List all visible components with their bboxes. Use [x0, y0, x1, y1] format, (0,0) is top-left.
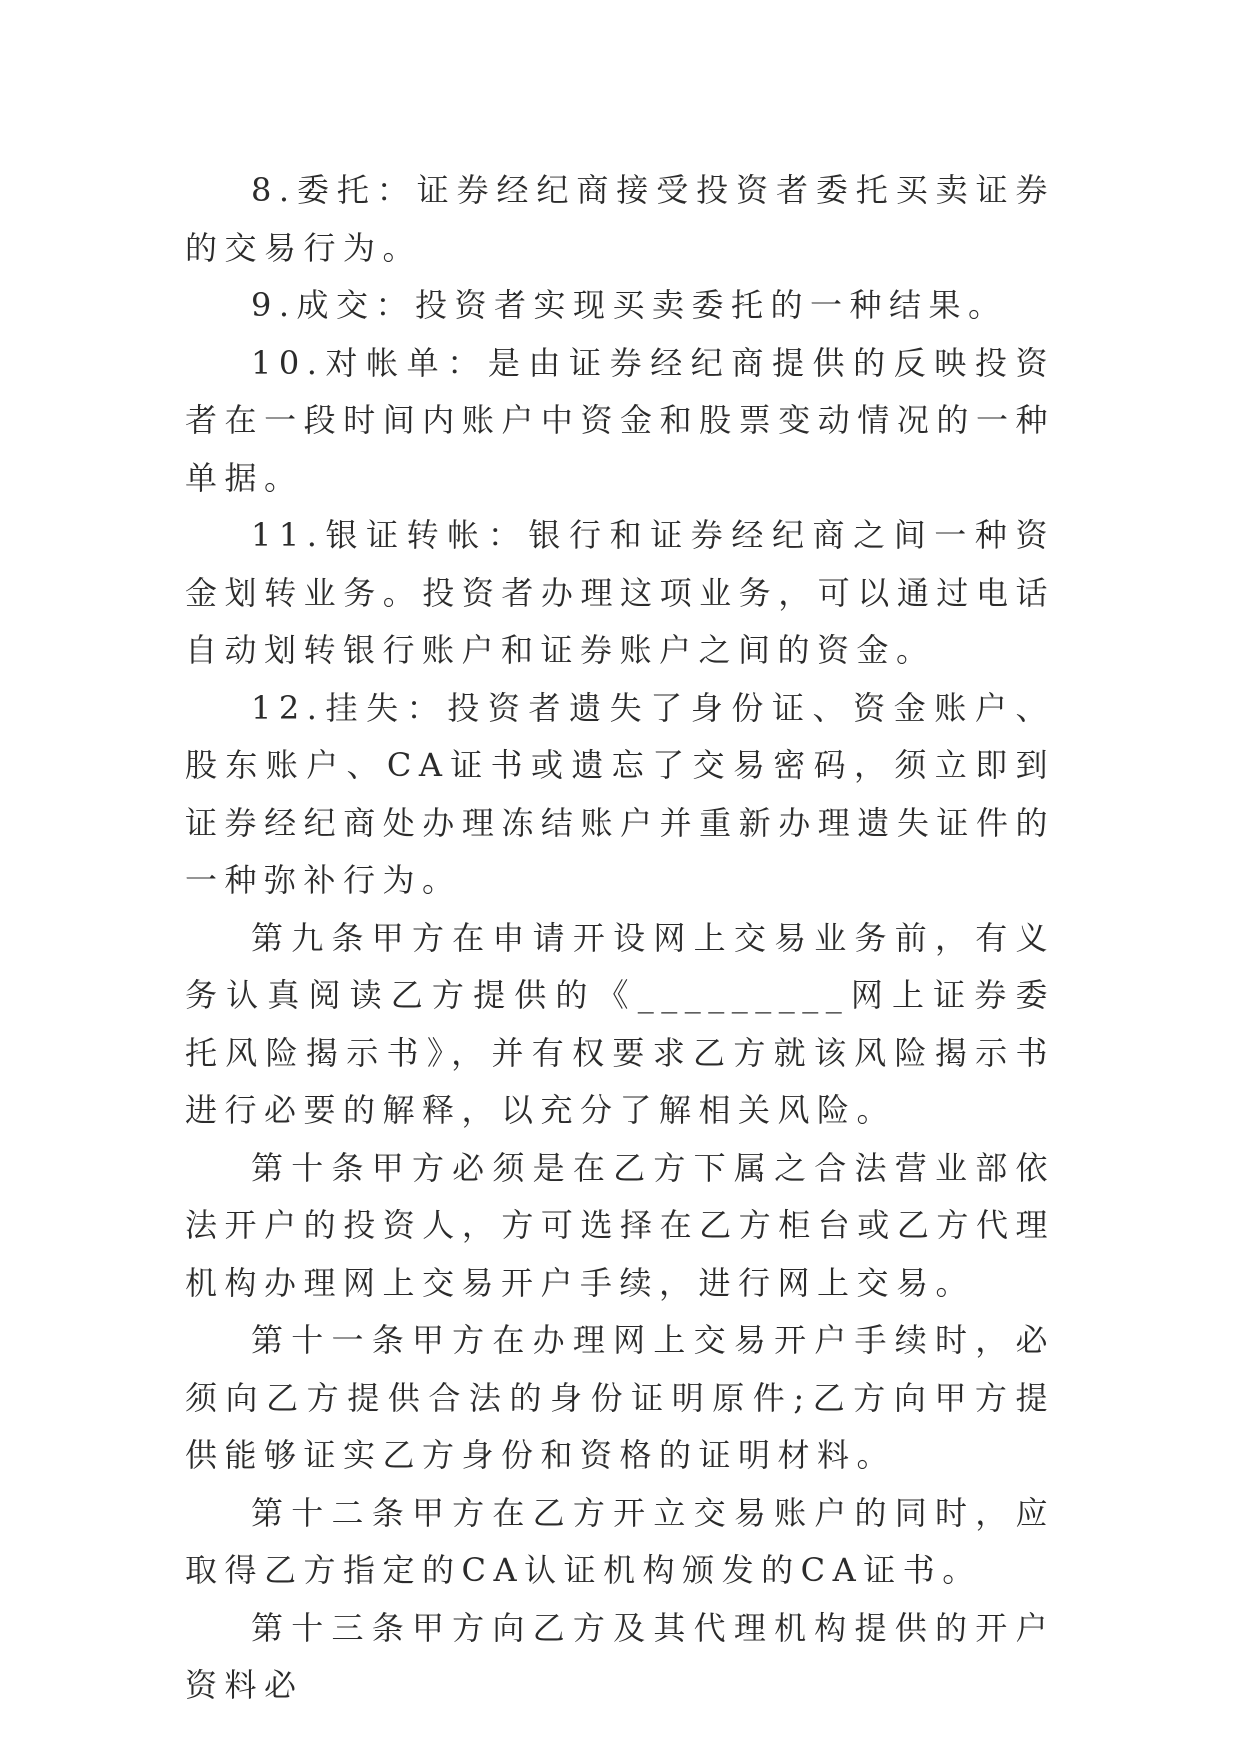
- paragraph-definition-11: 11.银证转帐：银行和证券经纪商之间一种资金划转业务。投资者办理这项业务，可以通过电话自动划转银行账户和证券账户之间的资金。: [185, 516, 1055, 669]
- paragraph-definition-12: 12.挂失：投资者遗失了身份证、资金账户、股东账户、CA证书或遗忘了交易密码，须立即到证券经纪商处办理冻结账户并重新办理遗失证件的一种弥补行为。: [185, 688, 1055, 899]
- paragraph-article-12: 第十二条甲方在乙方开立交易账户的同时，应取得乙方指定的CA认证机构颁发的CA证书。: [185, 1493, 1055, 1589]
- paragraph-article-11: 第十一条甲方在办理网上交易开户手续时，必须向乙方提供合法的身份证明原件;乙方向甲方提供能够证实乙方身份和资格的证明材料。: [185, 1321, 1055, 1474]
- document-body: [185, 162, 1055, 1715]
- paragraph-article-9: 第九条甲方在申请开设网上交易业务前，有义务认真阅读乙方提供的《_________网上证券委托风险揭示书》，并有权要求乙方就该风险揭示书进行必要的解释，以充分了解相关风险。: [185, 918, 1055, 1129]
- paragraph-definition-10: 10.对帐单：是由证券经纪商提供的反映投资者在一段时间内账户中资金和股票变动情况的一种单据。: [185, 343, 1055, 497]
- paragraph-definition-9: 9.成交：投资者实现买卖委托的一种结果。: [251, 286, 1008, 324]
- paragraph-article-13: 第十三条甲方向乙方及其代理机构提供的开户资料必: [185, 1608, 1055, 1704]
- paragraph-article-10: 第十条甲方必须是在乙方下属之合法营业部依法开户的投资人，方可选择在乙方柜台或乙方代理机构办理网上交易开户手续，进行网上交易。: [185, 1148, 1055, 1302]
- paragraph-definition-8: 8.委托：证券经纪商接受投资者委托买卖证券的交易行为。: [185, 171, 1055, 267]
